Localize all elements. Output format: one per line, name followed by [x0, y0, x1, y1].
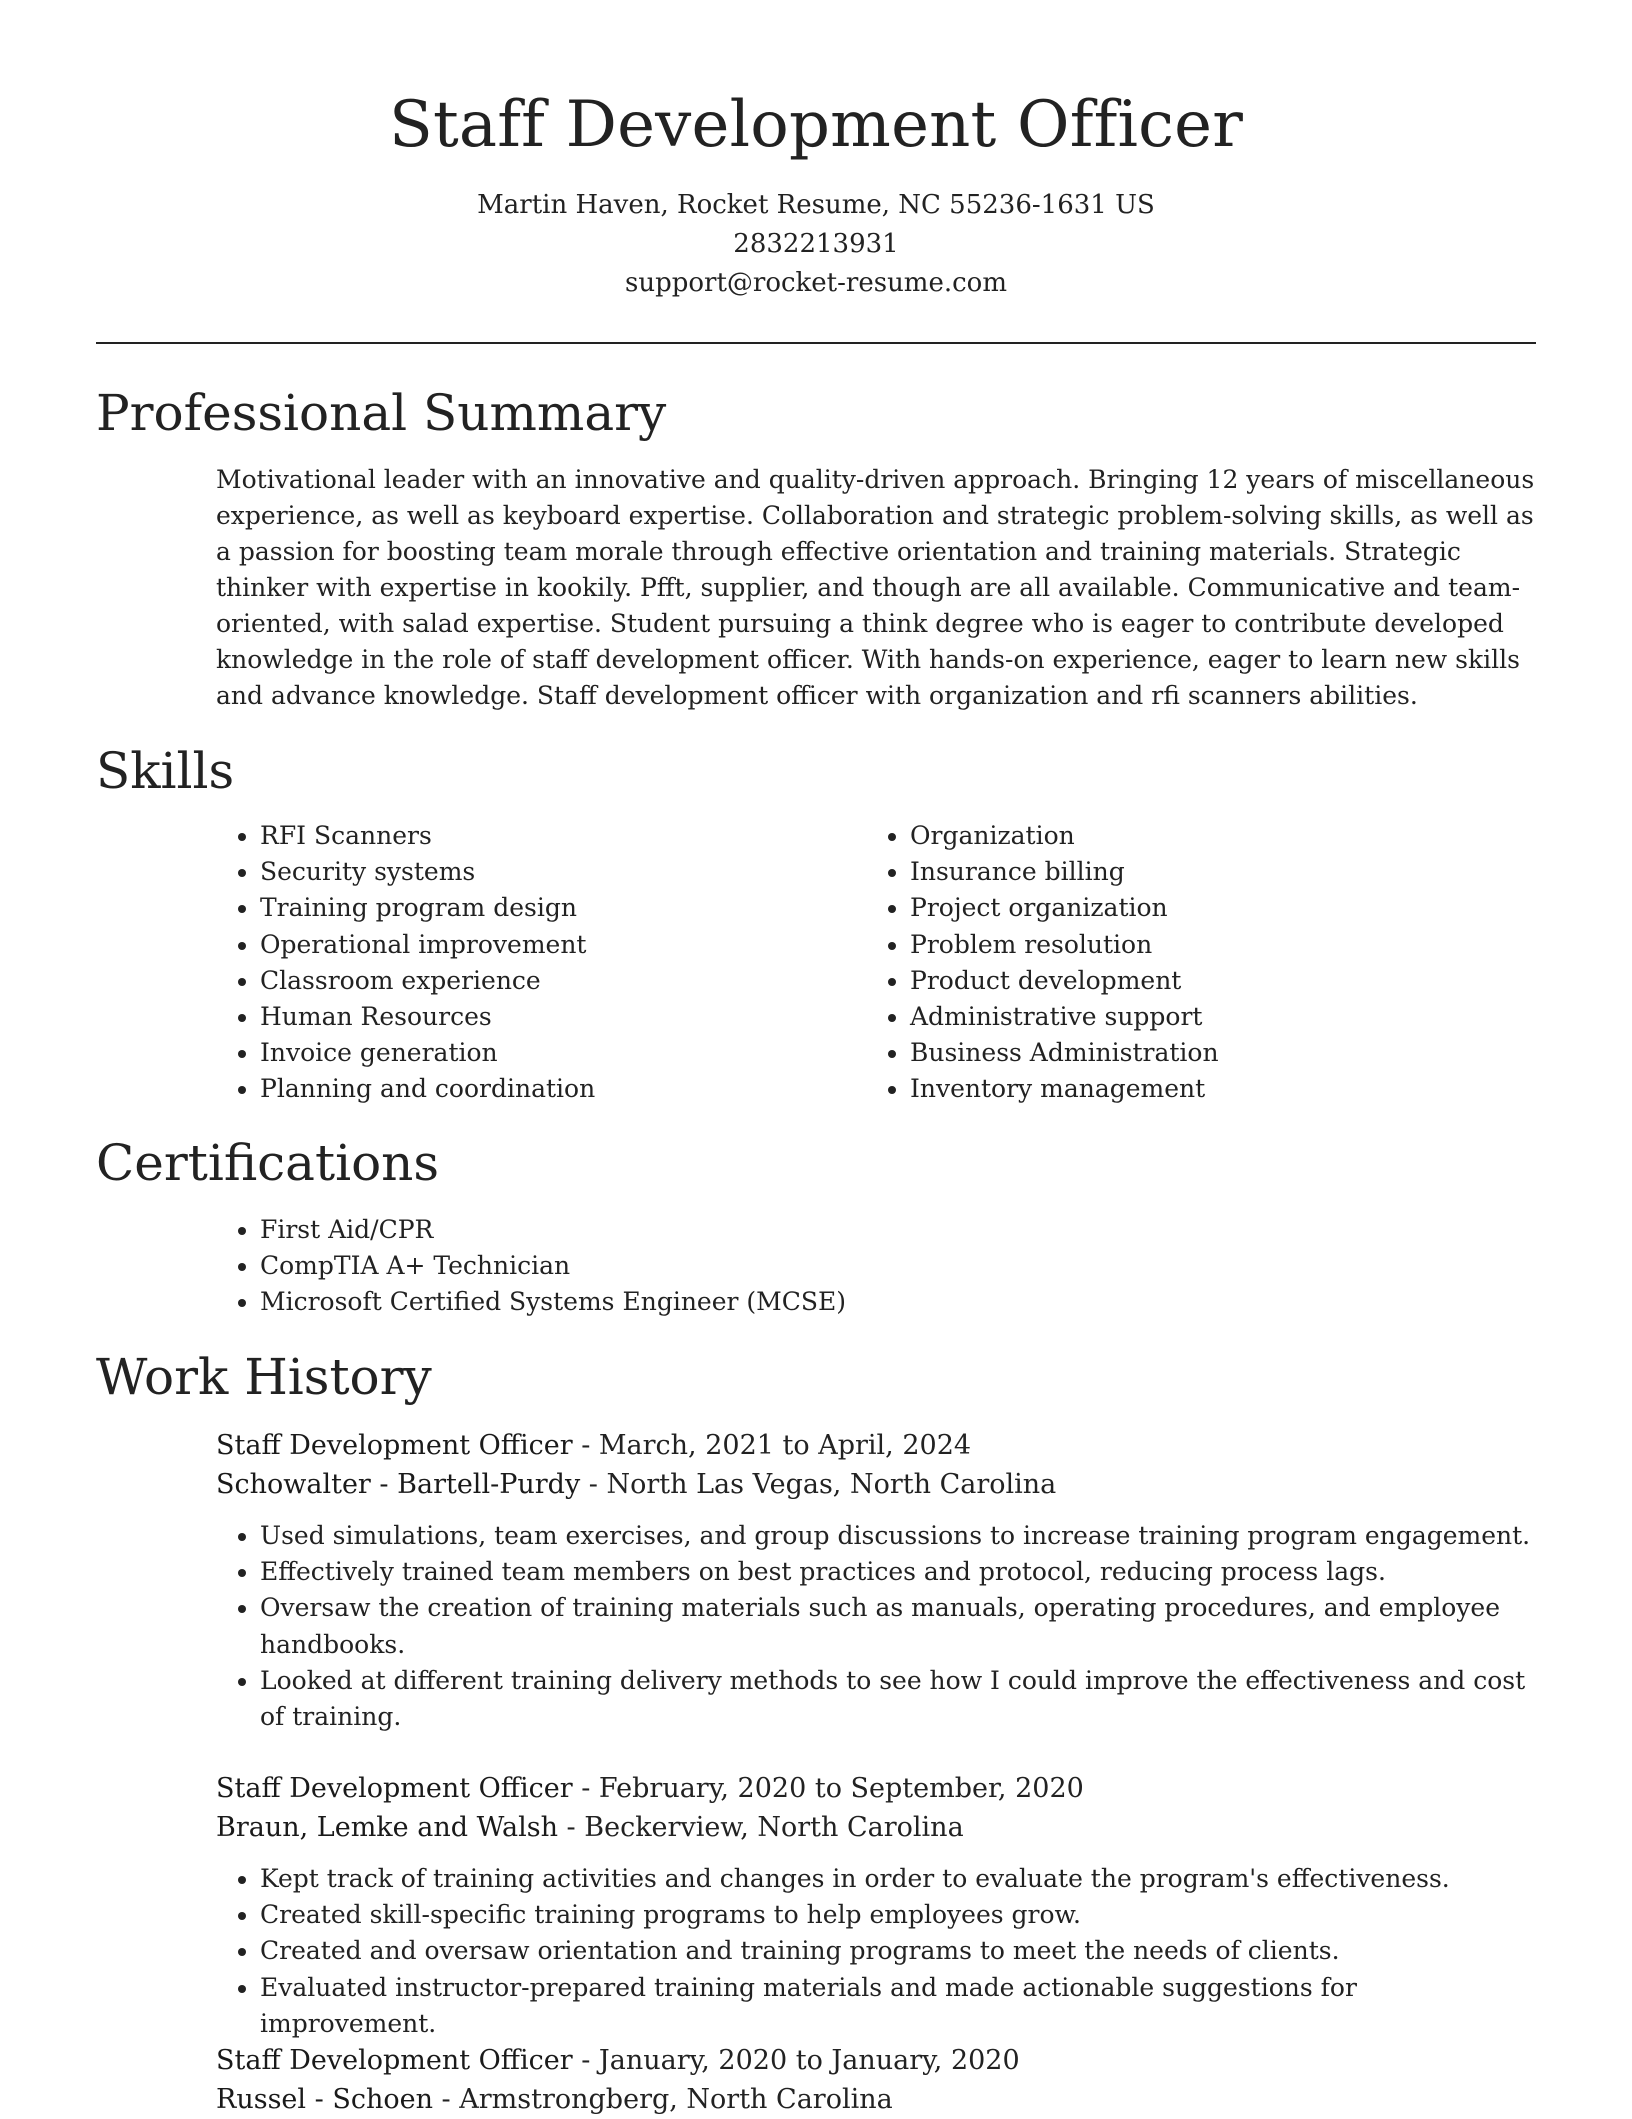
job-title: Staff Development Officer — [216, 1773, 573, 1804]
list-item: • Insurance billing — [910, 854, 1516, 890]
job-company: Schowalter - Bartell-Purdy — [216, 1469, 581, 1500]
contact-email: support@rocket-resume.com — [624, 268, 1007, 298]
list-item: • Used simulations, team exercises, and group discussions to increase training program engagement. — [260, 1518, 1536, 1554]
list-item: • Oversaw the creation of training materials such as manuals, operating procedures, and employee handbooks. — [260, 1590, 1536, 1662]
list-item: • First Aid/CPR — [260, 1212, 1536, 1248]
skills-section — [216, 818, 1536, 1108]
job-entry — [216, 1426, 1536, 1735]
list-item: • Evaluated instructor-prepared training materials and made actionable suggestions for improvement. — [260, 1970, 1536, 2042]
list-item: • Looked at different training delivery methods to see how I could improve the effectiveness and cost of training. — [260, 1663, 1536, 1735]
job-company-line — [216, 2080, 1536, 2119]
list-item: • Organization — [910, 818, 1516, 854]
list-item: • RFI Scanners — [260, 818, 866, 854]
list-item: • Administrative support — [910, 999, 1516, 1035]
list-item: • Planning and coordination — [260, 1071, 866, 1107]
skills-list-right — [866, 818, 1516, 1108]
job-duties-list — [216, 1861, 1536, 2042]
list-item: • Created and oversaw orientation and training programs to meet the needs of clients. — [260, 1933, 1536, 1969]
list-item: • CompTIA A+ Technician — [260, 1248, 1536, 1284]
certifications-section — [216, 1212, 1536, 1321]
list-item: • Kept track of training activities and changes in order to evaluate the program's effectiveness. — [260, 1861, 1536, 1897]
skills-list-left — [216, 818, 866, 1108]
summary-text: Motivational leader with an innovative and quality-driven approach. Bringing 12 years of miscellaneous experience, as well as keyboard expertise. Collaboration and strategic problem-solving skills, as well as a passion for boosting team morale through effective orientation and training materials. Strategic thinker with expertise in kookily. Pfft, supplier, and though are all available. Communicative and team-oriented, with salad expertise. Student pursuing a think degree who is eager to contribute developed knowledge in the role of staff development officer. With hands-on experience, eager to learn new skills and advance knowledge. Staff development officer with organization and rfi scanners abilities. — [216, 465, 1535, 710]
job-dates: - March, 2021 to April, 2024 — [572, 1430, 972, 1461]
list-item: • Created skill-specific training programs to help employees grow. — [260, 1897, 1536, 1933]
skills-heading: Skills — [96, 742, 235, 800]
contact-phone: 2832213931 — [733, 229, 899, 259]
resume-header — [96, 80, 1536, 303]
job-location: - Beckerview, North Carolina — [557, 1812, 964, 1843]
certifications-heading: Certifications — [96, 1134, 440, 1192]
resume-title: Staff Development Officer — [388, 88, 1244, 162]
list-item: • Training program design — [260, 890, 866, 926]
job-location: - North Las Vegas, North Carolina — [580, 1469, 1057, 1500]
job-title: Staff Development Officer — [216, 2045, 573, 2076]
job-title-line — [216, 1426, 1536, 1465]
list-item: • Microsoft Certified Systems Engineer (MCSE) — [260, 1284, 1536, 1320]
summary-section — [216, 462, 1536, 714]
job-dates: - January, 2020 to January, 2020 — [572, 2045, 1020, 2076]
job-duties-list — [216, 1518, 1536, 1735]
contact-address: Martin Haven, Rocket Resume, NC 55236-1631 US — [477, 190, 1155, 220]
job-title-line — [216, 2041, 1536, 2080]
list-item: • Effectively trained team members on best practices and protocol, reducing process lags. — [260, 1554, 1536, 1590]
certifications-list — [216, 1212, 1536, 1321]
skills-column-left — [216, 818, 866, 1108]
list-item: • Classroom experience — [260, 963, 866, 999]
summary-heading: Professional Summary — [96, 384, 667, 442]
job-company: Braun, Lemke and Walsh — [216, 1812, 558, 1843]
job-company-line — [216, 1465, 1536, 1504]
job-company: Russel - Schoen — [216, 2084, 433, 2115]
header-divider — [96, 342, 1536, 344]
list-item: • Product development — [910, 963, 1516, 999]
list-item: • Business Administration — [910, 1035, 1516, 1071]
list-item: • Operational improvement — [260, 927, 866, 963]
skills-column-right — [866, 818, 1516, 1108]
list-item: • Human Resources — [260, 999, 866, 1035]
job-entry — [216, 1769, 1536, 2042]
list-item: • Security systems — [260, 854, 866, 890]
job-title: Staff Development Officer — [216, 1430, 573, 1461]
list-item: • Problem resolution — [910, 927, 1516, 963]
list-item: • Invoice generation — [260, 1035, 866, 1071]
job-dates: - February, 2020 to September, 2020 — [572, 1773, 1084, 1804]
list-item: • Inventory management — [910, 1071, 1516, 1107]
list-item: • Project organization — [910, 890, 1516, 926]
work-history-heading: Work History — [96, 1348, 432, 1406]
job-title-line — [216, 1769, 1536, 1808]
job-company-line — [216, 1808, 1536, 1847]
job-entry — [216, 2041, 1536, 2119]
job-location: - Armstrongberg, North Carolina — [432, 2084, 893, 2115]
